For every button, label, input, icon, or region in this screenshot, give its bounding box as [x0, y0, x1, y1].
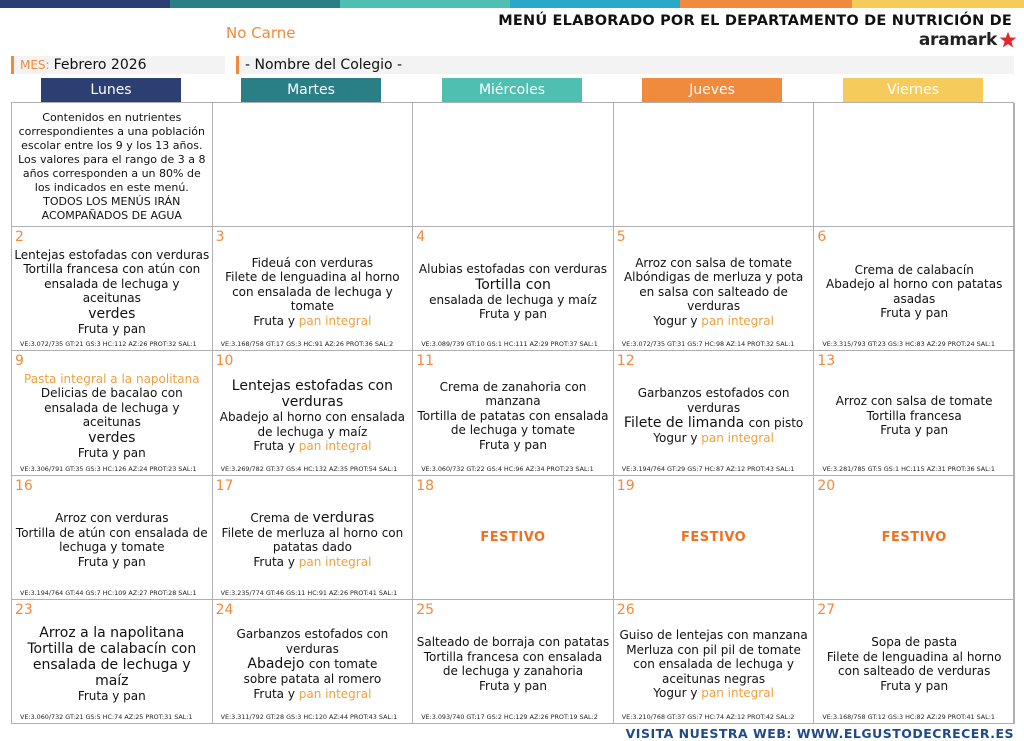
- weekday-header-martes: Martes: [241, 78, 381, 102]
- menu-line: [415, 650, 611, 679]
- menu-line: [78, 689, 146, 704]
- menu-line: [88, 430, 135, 446]
- day-number: 5: [616, 229, 626, 246]
- menu-line: [616, 386, 812, 415]
- brand-logo: [919, 30, 1018, 50]
- day-cell: [12, 227, 213, 351]
- menu-line: [867, 409, 962, 424]
- menu-line-text: verdes: [88, 305, 136, 322]
- day-cell: [12, 476, 213, 600]
- menu-items: [215, 494, 411, 587]
- menu-line: [880, 423, 948, 438]
- menu-line-text: Arroz con verduras: [55, 511, 169, 526]
- menu-line-text: Filete de limanda: [623, 415, 745, 432]
- day-number: 12: [616, 353, 635, 370]
- empty-cell: [614, 103, 815, 227]
- brand-name: aramark: [918, 30, 997, 50]
- menu-line: [250, 511, 374, 526]
- day-cell: [12, 600, 213, 724]
- menu-line-text: Tortilla de atún con ensalada de lechuga y tomate: [15, 525, 208, 555]
- menu-line: [836, 394, 993, 409]
- pan-integral-label: pan integral: [298, 554, 372, 569]
- weekday-header-jueves: Jueves: [642, 78, 782, 102]
- menu-line-text: Tortilla francesa con ensalada de lechuga y zanahoria: [423, 649, 603, 679]
- day-number: 18: [416, 477, 435, 494]
- nutrition-values: VE:3.281/785 GT:5 GS:1 HC:115 AZ:31 PROT:36 SAL:1: [822, 464, 995, 473]
- day-number: 2: [15, 229, 24, 246]
- menu-line-text: Abadejo al horno con patatas asadas: [826, 277, 1003, 306]
- day-number: 16: [15, 477, 33, 494]
- menu-line: [88, 306, 135, 322]
- menu-line-text: Lentejas estofadas con verduras: [14, 247, 210, 262]
- menu-line-text: Fruta y: [253, 313, 295, 328]
- menu-line: [215, 378, 411, 410]
- menu-line-text: Filete de lenguadina al horno con salteado de verduras: [826, 649, 1002, 679]
- empty-cell: [213, 103, 414, 227]
- menu-line-text: Lentejas estofadas con verduras: [231, 378, 393, 411]
- menu-line-text: Alubias estofadas con verduras: [418, 262, 608, 277]
- day-number: 13: [817, 353, 836, 370]
- day-number: 26: [616, 601, 635, 618]
- menu-line: [14, 262, 210, 306]
- month-value: Febrero 2026: [53, 57, 147, 73]
- day-number: 20: [817, 477, 836, 494]
- day-cell: [213, 476, 414, 600]
- menu-line-text: Yogur y: [653, 313, 698, 328]
- menu-line-text: Sopa de pasta: [871, 635, 958, 650]
- day-number: 25: [416, 601, 435, 618]
- nutrition-values: VE:3.194/764 GT:29 GS:7 HC:87 AZ:12 PROT:43 SAL:1: [621, 464, 795, 473]
- menu-line: [215, 627, 411, 656]
- menu-line-text: Abadejo: [247, 656, 305, 673]
- menu-line-text: Garbanzos estofados con verduras: [637, 386, 790, 415]
- menu-line-text: Crema de calabacín: [854, 262, 974, 277]
- menu-line-text: Fruta y pan: [77, 445, 146, 460]
- menu-line-text: Fruta y pan: [77, 554, 146, 569]
- menu-line: [880, 679, 948, 694]
- menu-line-text: Garbanzos estofados con verduras: [236, 627, 389, 656]
- empty-cell: [814, 103, 1015, 227]
- menu-line: [417, 635, 610, 650]
- menu-items: [816, 369, 1012, 462]
- menu-line: [653, 686, 774, 701]
- no-carne-label: No Carne: [226, 24, 296, 42]
- menu-line: [415, 409, 611, 438]
- menu-line: [14, 641, 210, 689]
- menu-line-text: Merluza con pil pil de tomate con ensalada de lechuga y aceitunas negras: [626, 642, 801, 686]
- festivo-label: FESTIVO: [480, 529, 546, 545]
- menu-line: [880, 306, 948, 321]
- menu-line-text: Crema de: [250, 511, 309, 526]
- menu-line: [475, 277, 551, 293]
- nutrition-values: VE:3.089/739 GT:10 GS:1 HC:111 AZ:29 PROT:37 SAL:1: [421, 340, 598, 349]
- festivo-label: FESTIVO: [881, 529, 947, 545]
- page-title: MENÚ ELABORADO POR EL DEPARTAMENTO DE NUTRICIÓN DE: [498, 13, 1012, 29]
- menu-line: [253, 439, 371, 454]
- menu-line-text: Fruta y pan: [880, 678, 949, 693]
- menu-line: [78, 446, 146, 461]
- day-cell: [413, 227, 614, 351]
- nutrition-values: VE:3.060/732 GT:21 GS:5 HC:74 AZ:25 PROT:31 SAL:1: [20, 712, 193, 721]
- menu-line-after-big: verduras: [312, 510, 375, 527]
- day-number: 10: [215, 353, 234, 370]
- menu-line-text: Fruta y: [253, 439, 295, 454]
- menu-line-text: Tortilla de calabacín con ensalada de lechuga y maíz: [27, 641, 197, 690]
- menu-line: [816, 650, 1012, 679]
- day-cell: [614, 227, 815, 351]
- day-number: 11: [416, 353, 435, 370]
- top-color-bar: [0, 0, 1024, 8]
- pan-integral-label: pan integral: [298, 686, 372, 701]
- menu-line: [479, 307, 547, 322]
- menu-line: [253, 555, 371, 570]
- menu-line: [215, 526, 411, 555]
- menu-line-text: Fruta y: [253, 554, 295, 569]
- menu-line-text: Fruta y pan: [880, 306, 949, 321]
- menu-line-text: Fruta y pan: [77, 689, 146, 704]
- menu-line-text: Fideuá con verduras: [251, 255, 374, 270]
- menu-items: [14, 245, 210, 338]
- star-icon: [998, 30, 1018, 50]
- menu-line: [215, 410, 411, 439]
- menu-line-text: Fruta y: [253, 686, 295, 701]
- menu-line-text: Delicias de bacalao con ensalada de lechuga y aceitunas: [40, 386, 183, 430]
- nutrition-intro-text: Contenidos en nutrientes correspondientes a una población escolar entre los 9 y los 13 años. Los valores para el rango de 3 a 8 años corresponden a un 80% de los indicados en este menú. TODOS LOS MENÚS IRÁN ACOMPAÑADOS DE AGUA: [18, 111, 206, 222]
- menu-line: [244, 672, 382, 687]
- menu-line-text: Fruta y pan: [880, 423, 949, 438]
- menu-line-text: Filete de lenguadina al horno con ensalada de lechuga y tomate: [225, 270, 400, 314]
- festivo-label: FESTIVO: [680, 529, 747, 545]
- nutrition-values: VE:3.235/774 GT:46 GS:11 HC:91 AZ:26 PROT:41 SAL:1: [220, 588, 398, 597]
- menu-items: [415, 245, 611, 338]
- day-number: 23: [15, 601, 33, 618]
- menu-items: [616, 245, 812, 338]
- pan-integral-label: pan integral: [298, 439, 372, 454]
- nutrition-values: VE:3.168/758 GT:17 GS:3 HC:91 AZ:26 PROT:36 SAL:2: [220, 340, 394, 349]
- day-number: 27: [817, 601, 836, 618]
- menu-line-text: Pasta integral a la napolitana: [24, 371, 200, 386]
- menu-line: [39, 625, 184, 641]
- intro-cell: [12, 103, 213, 227]
- menu-line-text: Salteado de borraja con patatas: [416, 635, 610, 650]
- menu-line: [419, 262, 607, 277]
- menu-items: [215, 369, 411, 462]
- menu-items: [14, 494, 210, 587]
- menu-line: [78, 322, 146, 337]
- menu-line: [619, 628, 807, 643]
- menu-line: [855, 263, 974, 278]
- menu-line: [55, 511, 168, 526]
- menu-items: [816, 245, 1012, 338]
- day-cell: [614, 600, 815, 724]
- menu-line-text: Arroz a la napolitana: [39, 625, 185, 642]
- menu-line-text: Fruta y pan: [479, 437, 547, 452]
- menu-calendar-grid: [11, 102, 1014, 724]
- menu-line: [635, 256, 792, 271]
- menu-line-text: Fruta y pan: [479, 307, 547, 322]
- menu-line: [14, 386, 210, 430]
- menu-line: [429, 293, 597, 308]
- menu-line: [616, 643, 812, 687]
- month-label: MES:: [20, 58, 50, 72]
- pan-integral-label: pan integral: [701, 313, 774, 328]
- menu-line: [616, 270, 812, 314]
- menu-line-text: Tortilla francesa con atún con ensalada de lechuga y aceitunas: [23, 262, 201, 306]
- nutrition-values: VE:3.194/764 GT:44 GS:7 HC:109 AZ:27 PROT:28 SAL:1: [20, 588, 197, 597]
- nutrition-values: VE:3.060/732 GT:22 GS:4 HC:96 AZ:34 PROT:23 SAL:1: [421, 464, 594, 473]
- menu-line: [14, 248, 209, 263]
- menu-line: [78, 555, 146, 570]
- day-cell: [814, 227, 1015, 351]
- menu-line: [415, 380, 611, 409]
- menu-line: [624, 415, 803, 431]
- website-link[interactable]: VISITA NUESTRA WEB: WWW.ELGUSTODECRECER.ES: [625, 726, 1014, 741]
- menu-line: [253, 687, 371, 702]
- menu-items: [616, 369, 812, 462]
- pan-integral-label: pan integral: [298, 313, 372, 328]
- menu-line-text: ensalada de lechuga y maíz: [429, 292, 597, 307]
- month-field: [11, 56, 225, 74]
- pan-integral-label: pan integral: [701, 686, 774, 701]
- menu-items: [816, 618, 1012, 711]
- menu-line: [816, 277, 1012, 306]
- menu-line-text: Yogur y: [653, 686, 698, 701]
- day-cell: [413, 476, 614, 600]
- day-cell: [12, 351, 213, 475]
- day-number: 24: [215, 601, 234, 618]
- menu-items: [415, 369, 611, 462]
- school-field: - Nombre del Colegio -: [236, 56, 1014, 74]
- menu-items: [415, 618, 611, 711]
- nutrition-values: VE:3.315/793 GT:23 GS:3 HC:83 AZ:29 PROT:24 SAL:1: [822, 340, 995, 349]
- weekday-header-viernes: Viernes: [843, 78, 983, 102]
- menu-line-text: Tortilla con: [475, 276, 551, 293]
- menu-line: [479, 679, 547, 694]
- menu-line-text: Arroz con salsa de tomate: [835, 394, 993, 409]
- nutrition-values: VE:3.072/735 GT:31 GS:7 HC:98 AZ:14 PROT:32 SAL:1: [621, 340, 795, 349]
- nutrition-values: VE:3.210/768 GT:37 GS:7 HC:74 AZ:12 PROT:42 SAL:2: [621, 712, 795, 721]
- day-number: 3: [215, 229, 225, 246]
- menu-line: [252, 256, 373, 271]
- nutrition-values: VE:3.311/792 GT:28 GS:3 HC:120 AZ:44 PROT:43 SAL:1: [220, 712, 398, 721]
- day-cell: [413, 600, 614, 724]
- menu-line-text: Arroz con salsa de tomate: [635, 255, 792, 270]
- menu-line-text: Yogur y: [653, 431, 698, 446]
- day-cell: [614, 476, 815, 600]
- day-number: 19: [616, 477, 635, 494]
- day-cell: [213, 351, 414, 475]
- menu-line: [215, 270, 411, 314]
- menu-line: [253, 314, 371, 329]
- menu-line: [247, 656, 377, 672]
- day-number: 17: [215, 477, 234, 494]
- menu-line-text: Guiso de lentejas con manzana: [619, 628, 808, 643]
- menu-line: [24, 372, 200, 387]
- empty-cell: [413, 103, 614, 227]
- menu-line-text: Albóndigas de merluza y pota en salsa con salteado de verduras: [623, 270, 804, 314]
- menu-line: [653, 431, 774, 446]
- day-cell: [814, 351, 1015, 475]
- nutrition-values: VE:3.093/740 GT:17 GS:2 HC:129 AZ:26 PROT:19 SAL:2: [421, 712, 598, 721]
- day-number: 4: [416, 229, 426, 246]
- menu-items: [616, 618, 812, 711]
- nutrition-values: VE:3.269/782 GT:37 GS:4 HC:132 AZ:35 PROT:54 SAL:1: [220, 464, 398, 473]
- menu-line-text: Filete de merluza al horno con patatas dado: [221, 525, 404, 555]
- menu-line-text: Tortilla francesa: [866, 408, 962, 423]
- nutrition-values: VE:3.168/758 GT:12 GS:3 HC:82 AZ:29 PROT:41 SAL:1: [822, 712, 995, 721]
- menu-line-text: Tortilla de patatas con ensalada de lechuga y tomate: [417, 408, 609, 438]
- day-cell: [413, 351, 614, 475]
- menu-items: [215, 245, 411, 338]
- day-cell: [814, 600, 1015, 724]
- weekday-header-lunes: Lunes: [41, 78, 181, 102]
- day-cell: [213, 227, 414, 351]
- menu-items: [14, 618, 210, 711]
- day-number: 9: [15, 353, 24, 370]
- menu-line-text: Crema de zanahoria con manzana: [439, 379, 587, 409]
- menu-line: [14, 526, 210, 555]
- menu-line-text: Abadejo al horno con ensalada de lechuga y maíz: [219, 410, 405, 439]
- menu-line-text: sobre patata al romero: [243, 672, 382, 687]
- menu-line: [653, 314, 774, 329]
- pan-integral-label: pan integral: [701, 431, 774, 446]
- day-number: 6: [817, 229, 827, 246]
- menu-line: [871, 635, 957, 650]
- nutrition-values: VE:3.072/735 GT:21 GS:3 HC:112 AZ:26 PROT:32 SAL:1: [20, 340, 197, 349]
- menu-items: [215, 618, 411, 711]
- menu-line-text: Fruta y pan: [77, 321, 146, 336]
- menu-line: [479, 438, 547, 453]
- menu-line-after: con tomate: [308, 657, 378, 672]
- day-cell: [213, 600, 414, 724]
- day-cell: [614, 351, 815, 475]
- day-cell: [814, 476, 1015, 600]
- menu-line-text: Fruta y pan: [479, 678, 547, 693]
- menu-line-text: verdes: [88, 429, 136, 446]
- nutrition-values: VE:3.306/791 GT:35 GS:3 HC:126 AZ:24 PROT:23 SAL:1: [20, 464, 197, 473]
- menu-items: [14, 369, 210, 462]
- weekday-header-miércoles: Miércoles: [442, 78, 582, 102]
- menu-line-after: con pisto: [748, 416, 804, 431]
